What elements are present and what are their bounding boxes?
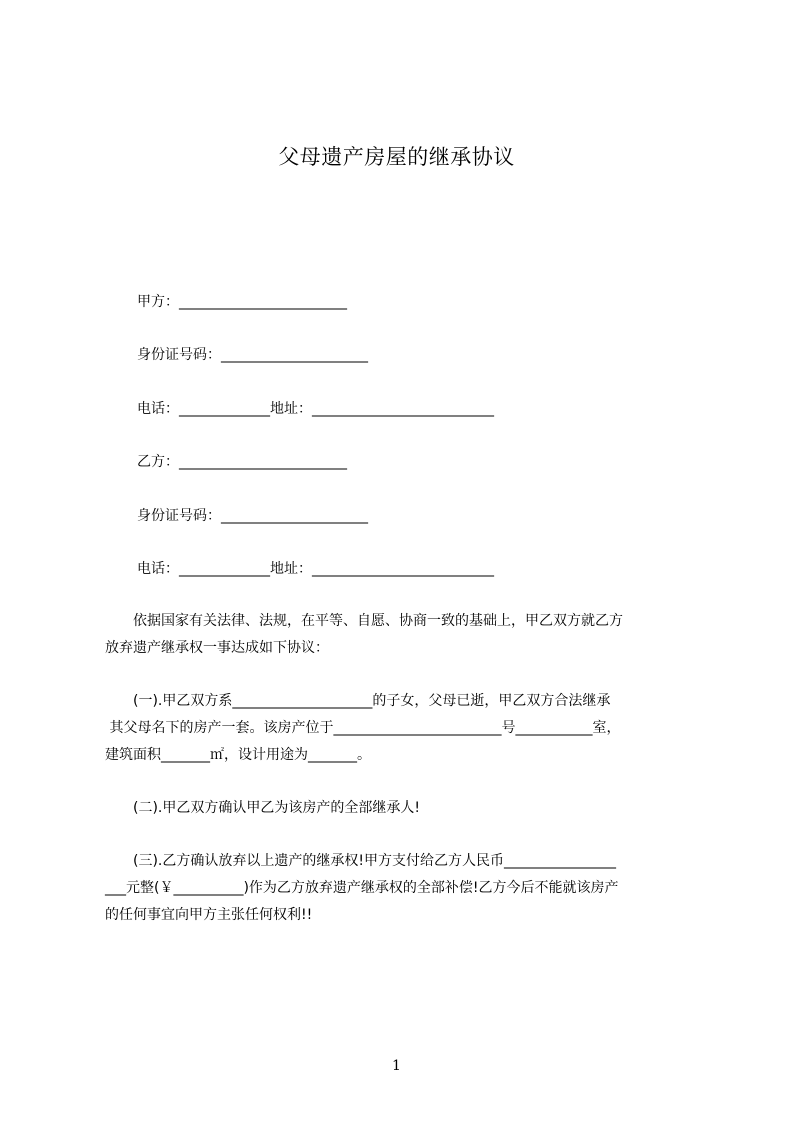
clause-3-line: (三).乙方确认放弃以上遗产的继承权!甲方支付给乙方人民币________________ xyxy=(105,853,616,869)
party-b-name-line: 乙方：________________________ xyxy=(137,454,347,470)
clause-1-line: 其父母名下的房产一套。该房产位于________________________号___________室， xyxy=(105,720,621,736)
clause-1-line: (一).甲乙双方系____________________的子女，父母已逝，甲乙双方合法继承 xyxy=(105,693,611,709)
preamble-line: 依据国家有关法律、法规，在平等、自愿、协商一致的基础上，甲乙双方就乙方 xyxy=(105,613,623,629)
document-title: 父母遗产房屋的继承协议 xyxy=(278,145,515,169)
page-number: 1 xyxy=(392,1058,401,1074)
party-a-name-line: 甲方：________________________ xyxy=(137,294,347,310)
preamble-line: 放弃遗产继承权一事达成如下协议： xyxy=(105,640,329,656)
clause-1-line: 建筑面积_______㎡，设计用途为_______。 xyxy=(105,747,371,763)
party-b-id-line: 身份证号码：_____________________ xyxy=(137,508,368,524)
party-a-contact-line: 电话：_____________地址：__________________________ xyxy=(137,401,494,417)
party-b-contact-line: 电话：_____________地址：__________________________ xyxy=(137,561,494,577)
clause-2-line: (二).甲乙双方确认甲乙为该房产的全部继承人! xyxy=(105,800,420,816)
clause-3-line: 的任何事宜向甲方主张任何权利!! xyxy=(105,907,313,923)
party-a-id-line: 身份证号码：_____________________ xyxy=(137,347,368,363)
clause-3-line: ___元整(￥__________)作为乙方放弃遗产继承权的全部补偿!乙方今后不能就该房产 xyxy=(105,880,619,896)
